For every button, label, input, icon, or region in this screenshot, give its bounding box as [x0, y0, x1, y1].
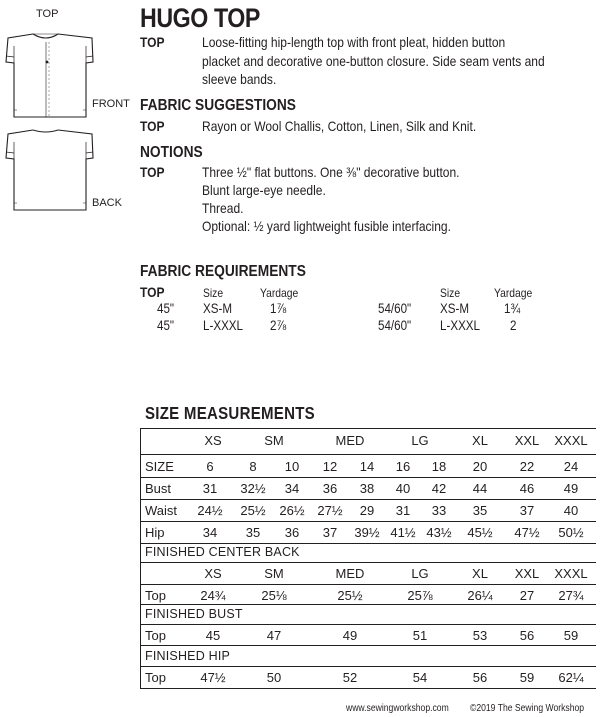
- row-label: SIZE: [145, 459, 174, 474]
- yardage-column-header: Yardage: [260, 286, 299, 300]
- measurement-cell: 37: [322, 525, 338, 540]
- fabric-size: L-XXXL: [203, 318, 244, 333]
- footer-website: www.sewingworkshop.com: [346, 703, 449, 714]
- measurement-cell: 36: [322, 481, 338, 496]
- finished-cell: 59: [519, 670, 535, 685]
- measurement-cell: 31: [395, 503, 411, 518]
- table-rule: [140, 521, 596, 522]
- notions-tag: TOP: [140, 164, 165, 180]
- table-rule: [140, 688, 596, 689]
- size-group-header: MED: [335, 433, 365, 448]
- footer-copyright: ©2019 The Sewing Workshop: [470, 703, 585, 714]
- size-group-header: XS: [204, 566, 222, 581]
- measurement-cell: 25½: [240, 503, 266, 518]
- measurement-cell: 47½: [514, 525, 540, 540]
- fabric-size: XS-M: [203, 301, 233, 316]
- notions-line: Thread.: [202, 200, 244, 216]
- measurement-cell: 43½: [426, 525, 452, 540]
- measurement-cell: 42: [431, 481, 447, 496]
- row-label: Hip: [145, 525, 165, 540]
- measurement-cell: 31: [202, 481, 218, 496]
- finished-cell: 24¾: [200, 588, 226, 603]
- fabric-yardage: 2⅞: [270, 318, 287, 333]
- section-label: FINISHED HIP: [145, 649, 231, 663]
- fabric-width: 45": [157, 301, 175, 316]
- measurement-cell: 39½: [354, 525, 380, 540]
- yardage-column-header: Yardage: [494, 286, 533, 300]
- fabric-width: 54/60": [378, 318, 412, 333]
- size-group-header: MED: [335, 566, 365, 581]
- table-rule: [140, 584, 596, 585]
- size-number: 10: [284, 459, 300, 474]
- row-label: Top: [145, 628, 166, 643]
- size-group-header: XXL: [514, 566, 540, 581]
- measurement-cell: 38: [359, 481, 375, 496]
- button-icon: [46, 61, 49, 64]
- measurement-cell: 32½: [240, 481, 266, 496]
- finished-cell: 47½: [200, 670, 226, 685]
- fabric-suggestions-heading: FABRIC SUGGESTIONS: [140, 97, 296, 114]
- fabric-width: 54/60": [378, 301, 412, 316]
- size-group-header: LG: [411, 566, 429, 581]
- size-number: 8: [249, 459, 257, 474]
- notions-line: Optional: ½ yard lightweight fusible interfacing.: [202, 218, 451, 234]
- table-rule: [140, 454, 596, 455]
- size-column-header: Size: [203, 286, 224, 300]
- notions-line: Blunt large-eye needle.: [202, 182, 326, 198]
- description-text: Loose-fitting hip-length top with front pleat, hidden button placket and decorative one-button closure. Side seam vents and sleeve bands.: [202, 34, 545, 87]
- size-number: 6: [206, 459, 214, 474]
- size-group-header: XXL: [514, 433, 540, 448]
- notions-heading: NOTIONS: [140, 144, 203, 161]
- fabric-yardage: 1¾: [504, 301, 521, 316]
- finished-cell: 25½: [337, 588, 363, 603]
- measurement-cell: 45½: [467, 525, 493, 540]
- finished-cell: 56: [519, 628, 535, 643]
- measurement-cell: 24½: [197, 503, 223, 518]
- finished-cell: 53: [472, 628, 488, 643]
- finished-cell: 51: [412, 628, 428, 643]
- measurement-cell: 40: [563, 503, 579, 518]
- fabric-requirements-heading: FABRIC REQUIREMENTS: [140, 263, 306, 280]
- top-label: TOP: [36, 8, 59, 20]
- measurement-cell: 49: [563, 481, 579, 496]
- measurement-cell: 46: [519, 481, 535, 496]
- fabric-yardage: 2: [510, 318, 517, 333]
- finished-cell: 59: [563, 628, 579, 643]
- finished-cell: 62¼: [558, 670, 584, 685]
- measurement-cell: 41½: [390, 525, 416, 540]
- table-rule: [140, 562, 596, 563]
- measurement-cell: 27½: [317, 503, 343, 518]
- finished-cell: 52: [342, 670, 358, 685]
- size-group-header: SM: [264, 433, 284, 448]
- measurement-cell: 33: [431, 503, 447, 518]
- measurement-cell: 37: [519, 503, 535, 518]
- fabric-suggestions-text: Rayon or Wool Challis, Cotton, Linen, Silk and Knit.: [202, 118, 477, 134]
- fabric-yardage: 1⅞: [270, 301, 287, 316]
- size-measurements-heading: SIZE MEASUREMENTS: [145, 403, 315, 423]
- finished-cell: 26¼: [467, 588, 493, 603]
- finished-cell: 49: [342, 628, 358, 643]
- back-view-drawing: [0, 122, 100, 218]
- table-rule: [140, 645, 596, 646]
- pattern-title: HUGO TOP: [140, 3, 260, 33]
- row-label: Top: [145, 670, 166, 685]
- description-tag: TOP: [140, 34, 165, 50]
- size-number: 16: [395, 459, 411, 474]
- measurement-cell: 26½: [279, 503, 305, 518]
- size-group-header: LG: [411, 433, 429, 448]
- fabric-size: L-XXXL: [440, 318, 481, 333]
- table-rule: [140, 477, 596, 478]
- size-number: 22: [519, 459, 535, 474]
- size-group-header: XXXL: [554, 433, 588, 448]
- row-label: Top: [145, 588, 166, 603]
- finished-cell: 47: [266, 628, 282, 643]
- finished-cell: 27: [519, 588, 535, 603]
- measurement-cell: 34: [284, 481, 300, 496]
- measurement-cell: 29: [359, 503, 375, 518]
- finished-cell: 27¾: [558, 588, 584, 603]
- table-rule: [140, 499, 596, 500]
- measurement-cell: 50½: [558, 525, 584, 540]
- finished-cell: 56: [472, 670, 488, 685]
- table-rule: [140, 428, 596, 429]
- finished-cell: 50: [266, 670, 282, 685]
- table-rule: [140, 666, 596, 667]
- front-label: FRONT: [92, 98, 130, 110]
- finished-cell: 25⅛: [261, 588, 287, 603]
- finished-cell: 45: [205, 628, 221, 643]
- front-view-drawing: [0, 22, 100, 122]
- table-border: [140, 428, 141, 688]
- size-group-header: XL: [472, 433, 488, 448]
- size-group-header: XXXL: [554, 566, 588, 581]
- measurement-cell: 44: [472, 481, 488, 496]
- section-label: FINISHED CENTER BACK: [145, 545, 300, 559]
- row-label: Bust: [145, 481, 172, 496]
- size-column-header: Size: [440, 286, 461, 300]
- fabric-suggestions-tag: TOP: [140, 118, 165, 134]
- size-number: 14: [359, 459, 375, 474]
- back-label: BACK: [92, 197, 122, 209]
- table-rule: [140, 543, 596, 544]
- notions-line: Three ½" flat buttons. One ⅜" decorative button.: [202, 164, 460, 180]
- size-group-header: XL: [472, 566, 488, 581]
- size-group-header: SM: [264, 566, 284, 581]
- fabric-width: 45": [157, 318, 175, 333]
- measurement-cell: 35: [245, 525, 261, 540]
- size-number: 24: [563, 459, 579, 474]
- size-number: 18: [431, 459, 447, 474]
- finished-cell: 54: [412, 670, 428, 685]
- size-number: 12: [322, 459, 338, 474]
- row-label: Waist: [145, 503, 178, 518]
- measurement-cell: 34: [202, 525, 218, 540]
- section-label: FINISHED BUST: [145, 607, 243, 621]
- measurement-cell: 40: [395, 481, 411, 496]
- table-rule: [140, 624, 596, 625]
- fabric-requirements-tag: TOP: [140, 284, 165, 300]
- fabric-size: XS-M: [440, 301, 470, 316]
- table-rule: [140, 604, 596, 605]
- size-number: 20: [472, 459, 488, 474]
- size-group-header: XS: [204, 433, 222, 448]
- measurement-cell: 35: [472, 503, 488, 518]
- finished-cell: 25⅞: [407, 588, 433, 603]
- measurement-cell: 36: [284, 525, 300, 540]
